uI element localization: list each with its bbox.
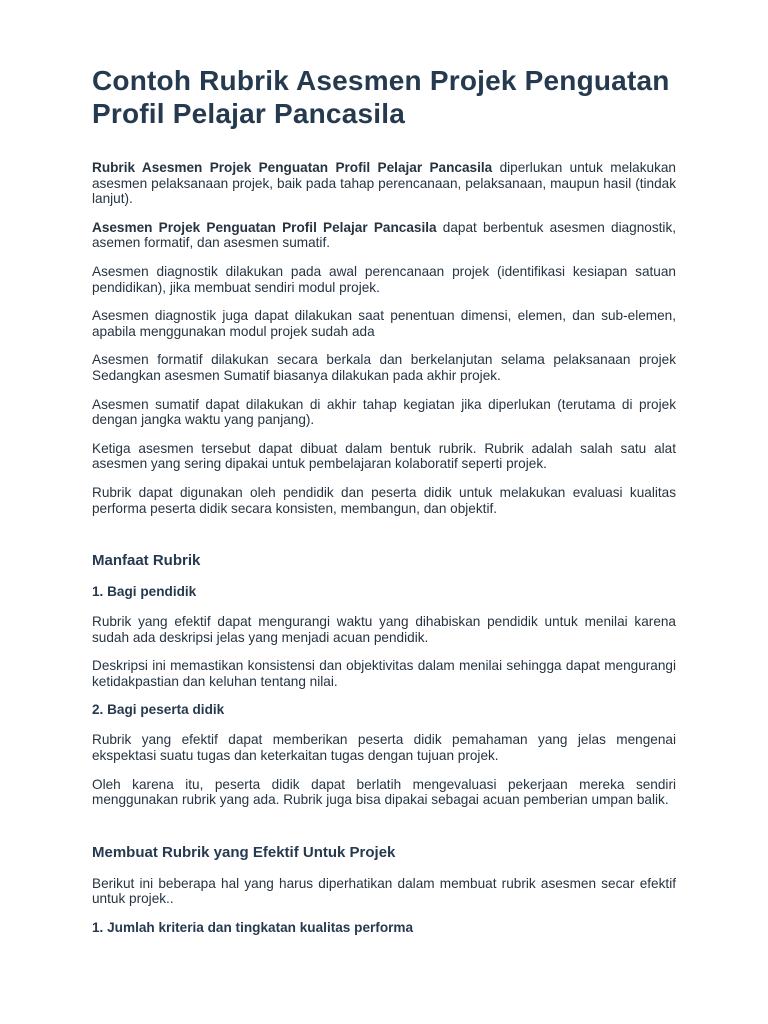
section-heading-manfaat: Manfaat Rubrik: [92, 552, 201, 570]
intro-paragraph-4: Asesmen diagnostik juga dapat dilakukan saat penentuan dimensi, elemen, dan sub-elemen, apabila menggunakan modul projek sudah ada: [92, 308, 676, 339]
page-title: Contoh Rubrik Asesmen Projek Penguatan Profil Pelajar Pancasila: [92, 65, 670, 129]
intro-paragraph-5: Asesmen formatif dilakukan secara berkala dan berkelanjutan selama pelaksanaan projek Sedangkan asesmen Sumatif biasanya dilakukan pada akhir projek.: [92, 352, 676, 383]
intro-paragraph-1: [92, 160, 676, 207]
intro-paragraph-3: Asesmen diagnostik dilakukan pada awal perencanaan projek (identifikasi kesiapan satuan pendidikan), jika membuat sendiri modul projek.: [92, 263, 676, 295]
membuat-paragraph-1: Berikut ini beberapa hal yang harus diperhatikan dalam membuat rubrik asesmen secar efektif untuk projek..: [92, 875, 676, 907]
intro-paragraph-1-bold: Rubrik Asesmen Projek Penguatan Profil Pelajar Pancasila: [92, 160, 493, 175]
intro-paragraph-7: Ketiga asesmen tersebut dapat dibuat dalam bentuk rubrik. Rubrik adalah salah satu alat asesmen yang sering dipakai untuk pembelajaran kolaboratif seperti projek.: [92, 440, 676, 472]
intro-paragraph-2-text: dapat berbentuk asesmen diagnostik, asemen formatif, dan asesmen sumatif.: [92, 219, 677, 251]
manfaat-peserta-paragraph-1: Rubrik yang efektif dapat memberikan peserta didik pemahaman yang jelas mengenai ekspektasi suatu tugas dan keterkaitan tugas dengan tujuan projek.: [92, 732, 676, 764]
subheading-jumlah-kriteria: 1. Jumlah kriteria dan tingkatan kualitas performa: [92, 920, 414, 936]
intro-paragraph-2-bold: Asesmen Projek Penguatan Profil Pelajar Pancasila: [92, 219, 437, 235]
manfaat-pendidik-paragraph-1: Rubrik yang efektif dapat mengurangi waktu yang dihabiskan pendidik untuk menilai karena sudah ada deskripsi jelas yang menjadi acuan pendidik.: [92, 614, 676, 645]
document-page: [92, 64, 676, 950]
intro-paragraph-6: Asesmen sumatif dapat dilakukan di akhir tahap kegiatan jika diperlukan (terutama di projek dengan jangka waktu yang panjang).: [92, 396, 676, 428]
manfaat-peserta-paragraph-2: Oleh karena itu, peserta didik dapat berlatih mengevaluasi pekerjaan mereka sendiri menggunakan rubrik yang ada. Rubrik juga bisa dipakai sebagai acuan pemberian umpan balik.: [92, 776, 676, 808]
section-heading-membuat-rubrik: Membuat Rubrik yang Efektif Untuk Projek: [92, 843, 396, 861]
intro-paragraph-2: [92, 220, 676, 251]
manfaat-pendidik-paragraph-2: Deskripsi ini memastikan konsistensi dan objektivitas dalam menilai sehingga dapat mengurangi ketidakpastian dan keluhan tentang nilai.: [92, 658, 676, 689]
subheading-bagi-peserta-didik: 2. Bagi peserta didik: [92, 702, 225, 718]
intro-paragraph-8: Rubrik dapat digunakan oleh pendidik dan peserta didik untuk melakukan evaluasi kualitas performa peserta didik secara konsisten, membangun, dan objektif.: [92, 484, 676, 516]
intro-paragraph-1-text: diperlukan untuk melakukan asesmen pelaksanaan projek, baik pada tahap perencanaan, pelaksanaan, maupun hasil (tindak lanjut).: [92, 160, 676, 207]
subheading-bagi-pendidik: 1. Bagi pendidik: [92, 584, 197, 600]
